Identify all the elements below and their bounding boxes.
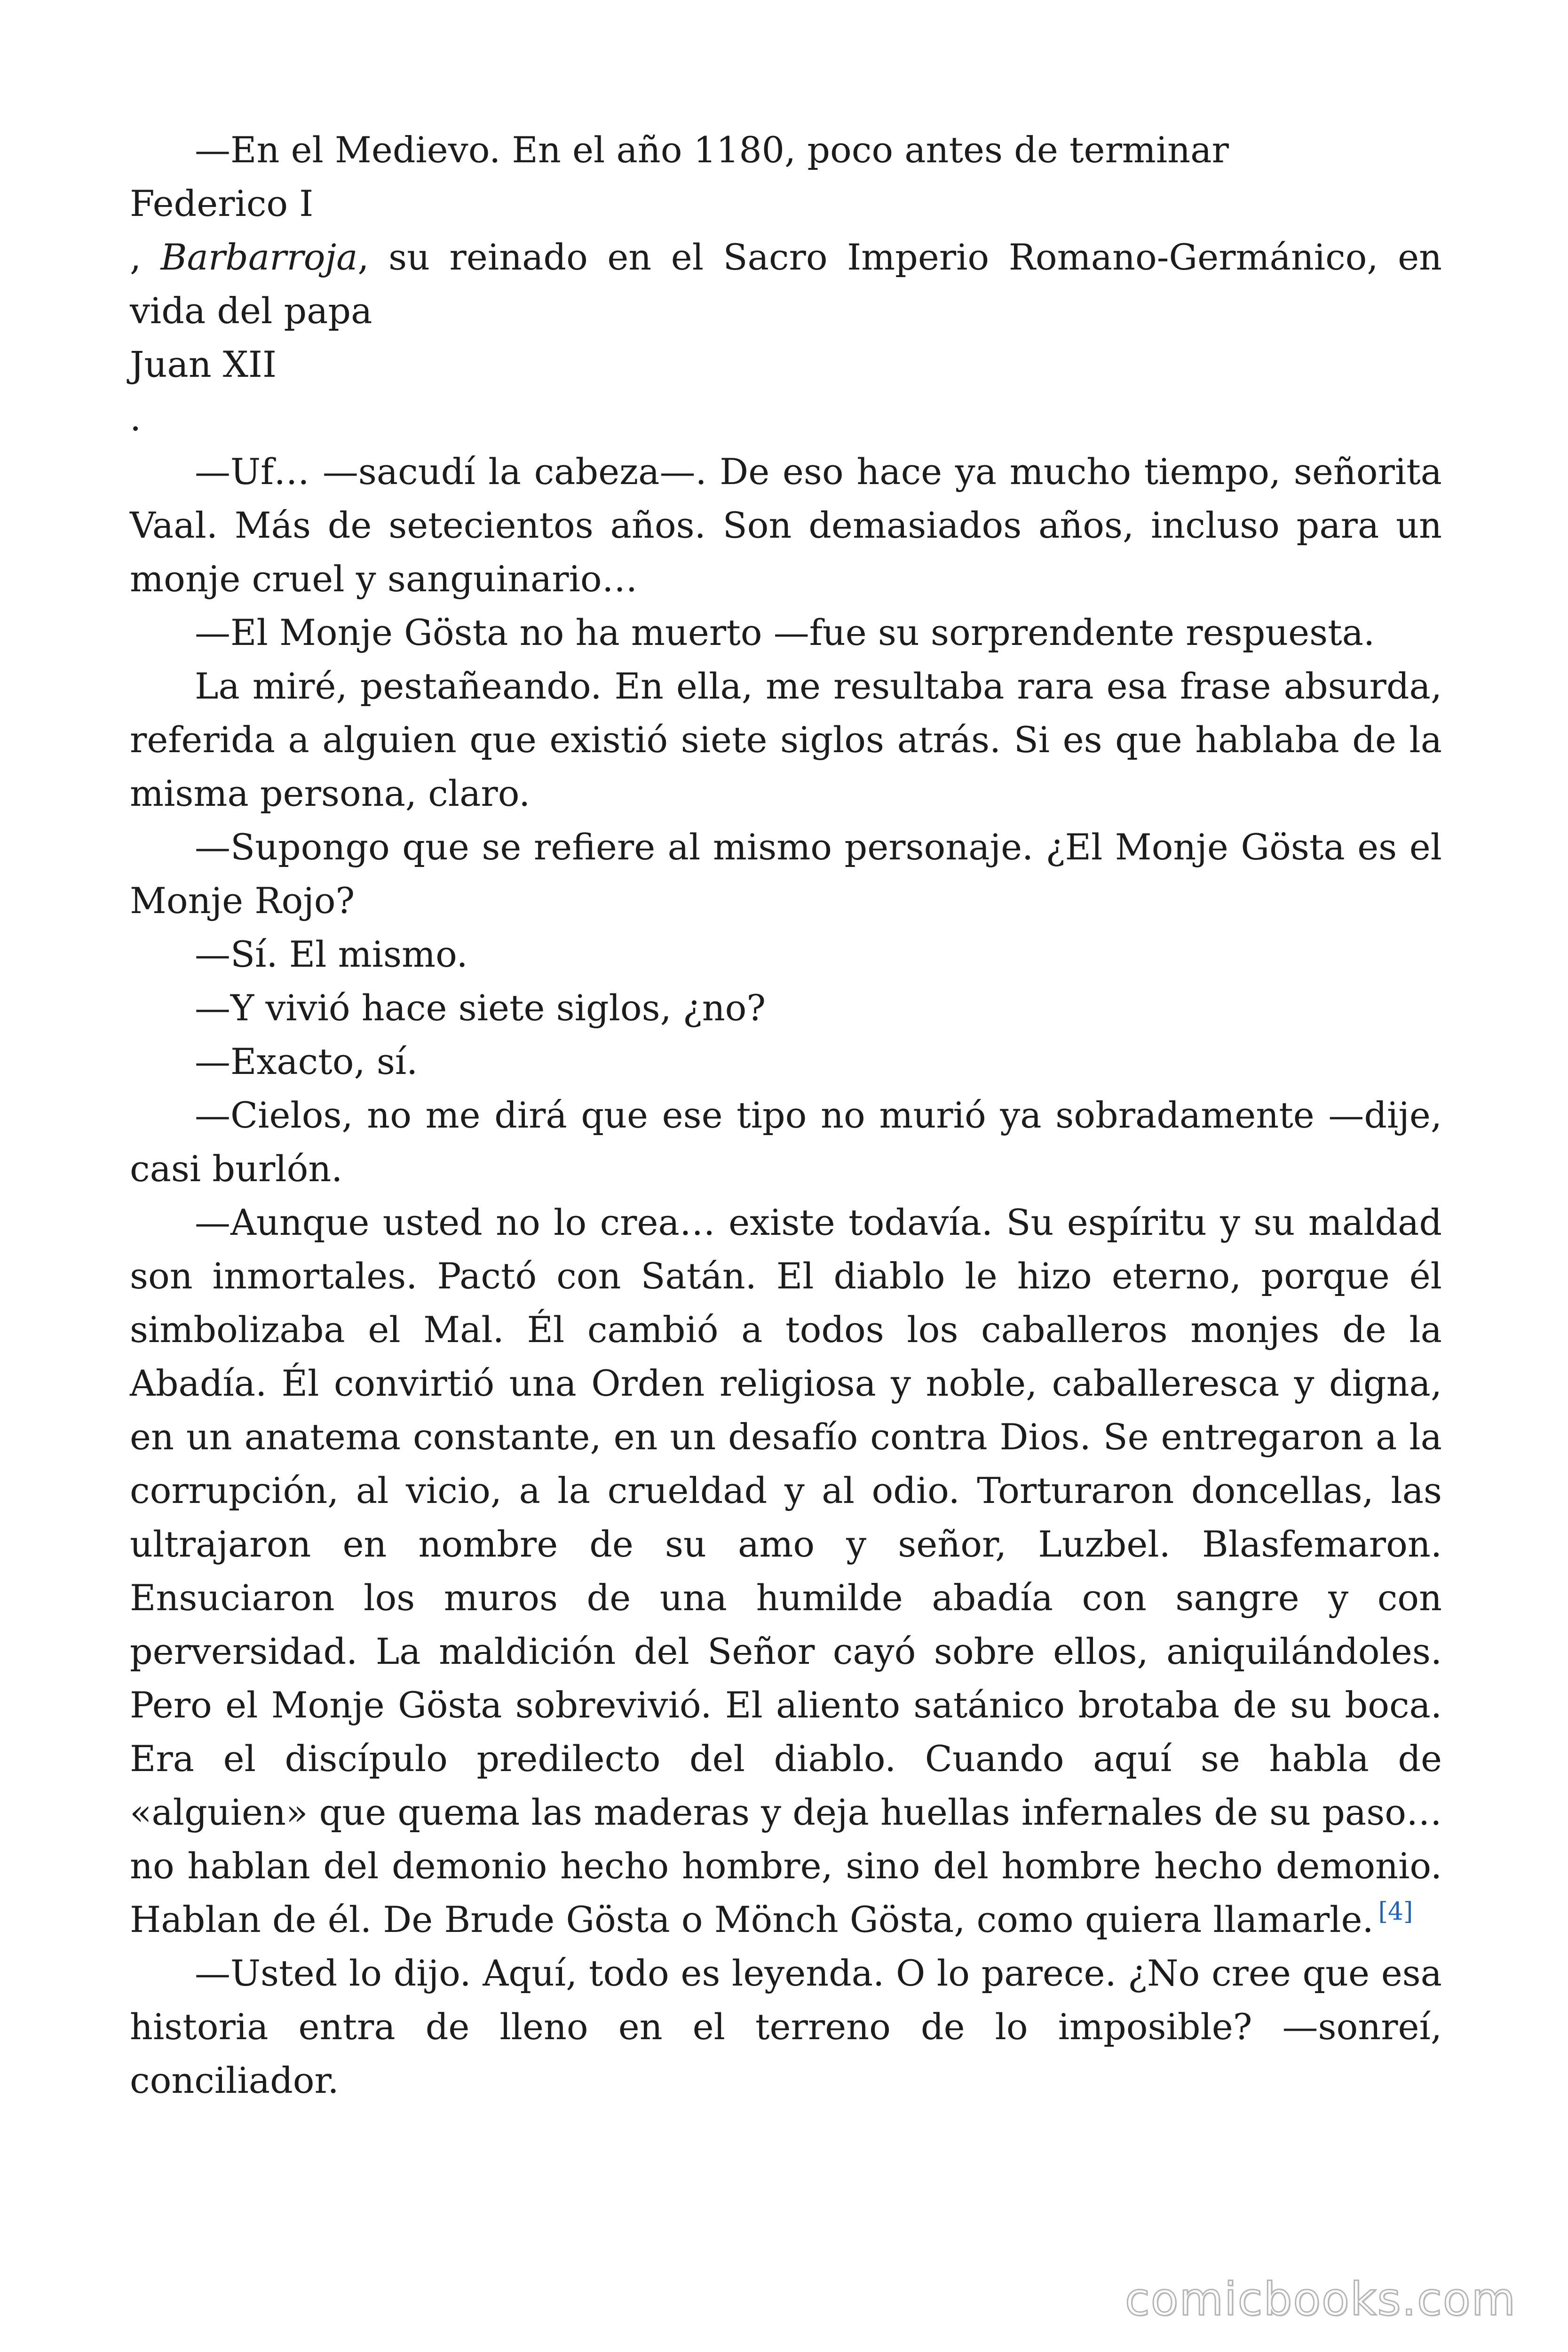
paragraph-supongo: —Supongo que se refiere al mismo personaje. ¿El Monje Gösta es el Monje Rojo? xyxy=(130,826,1442,922)
book-page xyxy=(130,123,1442,2107)
paragraph-barbarroja xyxy=(130,230,1442,338)
paragraph-usted-lo-dijo: —Usted lo dijo. Aquí, todo es leyenda. O lo parece. ¿No cree que esa historia entra de lleno en el terreno de lo imposible? —sonreí, conciliador. xyxy=(130,1952,1442,2101)
paragraph-barbarroja-after: , su reinado en el Sacro Imperio Romano-Germánico, en vida del papa xyxy=(130,236,1442,332)
paragraph-y-vivio: —Y vivió hace siete siglos, ¿no? xyxy=(195,987,766,1029)
paragraph-aunque xyxy=(130,1196,1442,1947)
paragraph-si-el-mismo: —Sí. El mismo. xyxy=(195,933,468,975)
paragraph-1: —En el Medievo. En el año 1180, poco antes de terminar xyxy=(195,129,1229,171)
paragraph-cielos: —Cielos, no me dirá que ese tipo no murió ya sobradamente —dije, casi burlón. xyxy=(130,1094,1442,1190)
paragraph-monje-no-ha-muerto: —El Monje Gösta no ha muerto —fue su sorprendente respuesta. xyxy=(195,612,1375,653)
watermark: comicbooks.com xyxy=(1125,2273,1516,2326)
footnote-link[interactable]: [4] xyxy=(1378,1898,1413,1926)
paragraph-name-juan: Juan XII xyxy=(130,343,277,385)
paragraph-period: . xyxy=(130,397,142,439)
paragraph-la-mire: La miré, pestañeando. En ella, me resultaba rara esa frase absurda, referida a alguien que existió siete siglos atrás. Si es que hablaba de la misma persona, claro. xyxy=(130,665,1442,814)
paragraph-exacto: —Exacto, sí. xyxy=(195,1041,418,1082)
paragraph-aunque-text: —Aunque usted no lo crea… existe todavía. Su espíritu y su maldad son inmortales. Pactó con Satán. El diablo le hizo eterno, porque él simbolizaba el Mal. Él cambió a todos los caballeros monjes de la Abadía. Él convirtió una Orden religiosa y noble, caballeresca y digna, en un anatema constante, en un desafío contra Dios. Se entregaron a la corrupción, al vicio, a la crueldad y al odio. Torturaron doncellas, las ultrajaron en nombre de su amo y señor, Luzbel. Blasfemaron. Ensuciaron los muros de una humilde abadía con sangre y con perversidad. La maldición del Señor cayó sobre ellos, aniquilándoles. Pero el Monje Gösta sobrevivió. El aliento satánico brotaba de su boca. Era el discípulo predilecto del diablo. Cuando aquí se habla de «alguien» que quema las maderas y deja huellas infernales de su paso… no hablan del demonio hecho hombre, sino del hombre hecho demonio. Hablan de él. De Brude Gösta o Mönch Gösta, como quiera llamarle. xyxy=(130,1201,1442,1940)
paragraph-uf: —Uf… —sacudí la cabeza—. De eso hace ya mucho tiempo, señorita Vaal. Más de setecientos años. Son demasiados años, incluso para un monje cruel y sanguinario… xyxy=(130,451,1442,600)
paragraph-barbarroja-before: , xyxy=(130,236,161,278)
barbarroja-italic: Barbarroja xyxy=(160,236,358,278)
paragraph-name-federico: Federico I xyxy=(130,183,314,224)
